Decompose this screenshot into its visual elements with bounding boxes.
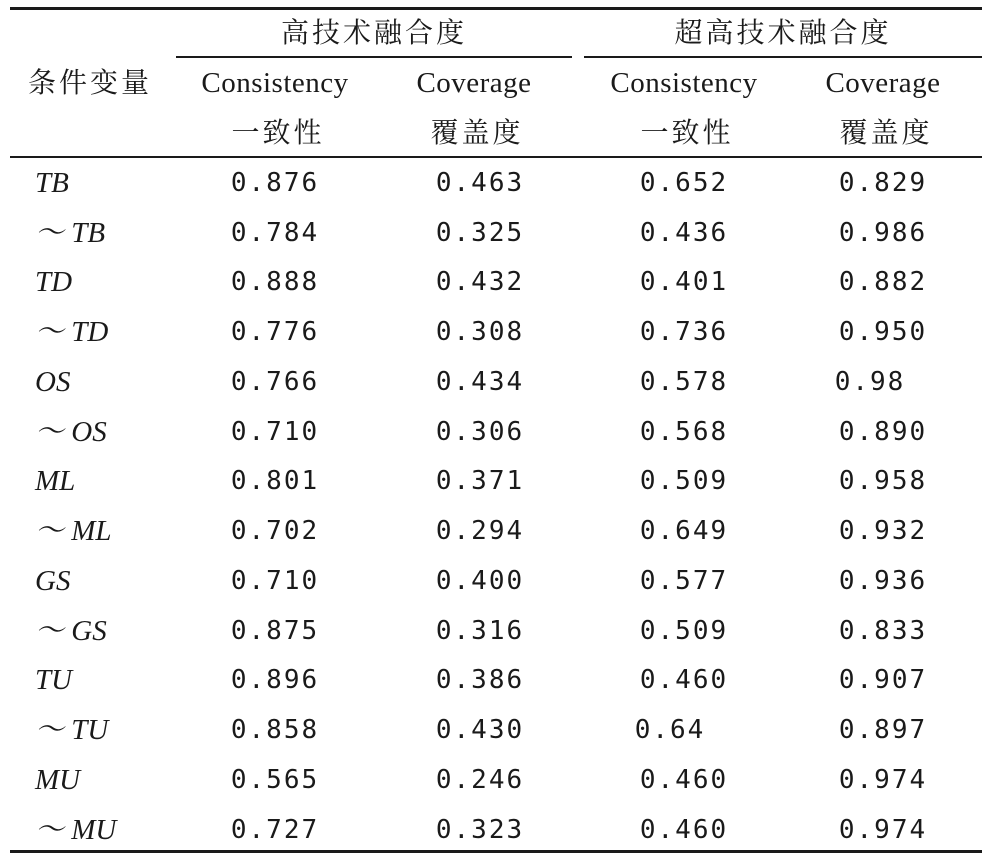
cell-value: 0.400 — [435, 566, 525, 596]
cell-value: 0.833 — [838, 616, 928, 646]
group-rule-high — [176, 56, 572, 58]
cell-value: 0.801 — [230, 466, 320, 496]
cell-value: 0.434 — [435, 367, 525, 397]
cell-value: 0.401 — [639, 267, 729, 297]
cell-value: 0.509 — [639, 616, 729, 646]
cell-value: 0.876 — [230, 168, 320, 198]
cell-value: 0.306 — [435, 417, 525, 447]
cell-value: 0.986 — [838, 218, 928, 248]
row-var-tu: TU — [35, 664, 73, 696]
cell-value: 0.294 — [435, 516, 525, 546]
cell-value: 0.702 — [230, 516, 320, 546]
row-var-not-gs: ～ GS — [35, 615, 107, 647]
cell-value: 0.958 — [838, 466, 928, 496]
row-var-not-tb: ～ TB — [35, 217, 106, 249]
col-header-consistency-zh-2: 一致性 — [640, 116, 734, 149]
cell-value: 0.974 — [838, 815, 928, 845]
cell-value: 0.897 — [838, 715, 928, 745]
col-header-coverage-en-2: Coverage — [825, 67, 941, 99]
row-var-gs: GS — [35, 565, 71, 597]
row-var-not-ml: ～ ML — [35, 515, 112, 547]
col-header-consistency-en-2: Consistency — [610, 67, 758, 99]
cell-value: 0.896 — [230, 665, 320, 695]
cell-value: 0.577 — [639, 566, 729, 596]
group-rule-super-high — [584, 56, 982, 58]
cell-value: 0.371 — [435, 466, 525, 496]
group-title-high: 高技术融合度 — [280, 16, 468, 49]
top-rule — [10, 7, 982, 10]
cell-value: 0.936 — [838, 566, 928, 596]
cell-value: 0.932 — [838, 516, 928, 546]
cell-value: 0.727 — [230, 815, 320, 845]
col-header-coverage-zh-2: 覆盖度 — [839, 116, 933, 149]
cell-value: 0.766 — [230, 367, 320, 397]
col-header-consistency-zh-1: 一致性 — [231, 116, 325, 149]
cell-value: 0.890 — [838, 417, 928, 447]
cell-value: 0.736 — [639, 317, 729, 347]
col-header-coverage-en-1: Coverage — [416, 67, 532, 99]
cell-value: 0.460 — [639, 815, 729, 845]
cell-value: 0.649 — [639, 516, 729, 546]
cell-value: 0.875 — [230, 616, 320, 646]
cell-value: 0.974 — [838, 765, 928, 795]
cell-value: 0.907 — [838, 665, 928, 695]
row-var-ml: ML — [35, 465, 76, 497]
cell-value: 0.509 — [639, 466, 729, 496]
row-var-not-td: ～ TD — [35, 316, 109, 348]
cell-value: 0.430 — [435, 715, 525, 745]
cell-value: 0.323 — [435, 815, 525, 845]
row-var-not-mu: ～ MU — [35, 814, 117, 846]
cell-value: 0.950 — [838, 317, 928, 347]
row-label-header: 条件变量 — [28, 66, 153, 99]
cell-value: 0.460 — [639, 765, 729, 795]
row-var-os: OS — [35, 366, 71, 398]
group-title-super-high: 超高技术融合度 — [674, 16, 892, 49]
row-var-not-os: ～ OS — [35, 416, 107, 448]
row-var-td: TD — [35, 266, 73, 298]
cell-value: 0.386 — [435, 665, 525, 695]
cell-value: 0.784 — [230, 218, 320, 248]
cell-value: 0.652 — [639, 168, 729, 198]
cell-value: 0.710 — [230, 417, 320, 447]
cell-value: 0.325 — [435, 218, 525, 248]
bottom-rule — [10, 850, 982, 853]
row-var-mu: MU — [35, 764, 81, 796]
cell-value: 0.710 — [230, 566, 320, 596]
header-rule — [10, 156, 982, 158]
cell-value: 0.460 — [639, 665, 729, 695]
cell-value: 0.829 — [838, 168, 928, 198]
cell-value: 0.568 — [639, 417, 729, 447]
cell-value: 0.98 — [834, 367, 906, 397]
row-var-not-tu: ～ TU — [35, 714, 109, 746]
cell-value: 0.776 — [230, 317, 320, 347]
col-header-consistency-en-1: Consistency — [201, 67, 349, 99]
cell-value: 0.858 — [230, 715, 320, 745]
cell-value: 0.888 — [230, 267, 320, 297]
cell-value: 0.64 — [634, 715, 706, 745]
cell-value: 0.565 — [230, 765, 320, 795]
cell-value: 0.308 — [435, 317, 525, 347]
cell-value: 0.463 — [435, 168, 525, 198]
col-header-coverage-zh-1: 覆盖度 — [430, 116, 524, 149]
cell-value: 0.316 — [435, 616, 525, 646]
cell-value: 0.246 — [435, 765, 525, 795]
cell-value: 0.882 — [838, 267, 928, 297]
cell-value: 0.578 — [639, 367, 729, 397]
row-var-tb: TB — [35, 167, 69, 199]
cell-value: 0.436 — [639, 218, 729, 248]
cell-value: 0.432 — [435, 267, 525, 297]
